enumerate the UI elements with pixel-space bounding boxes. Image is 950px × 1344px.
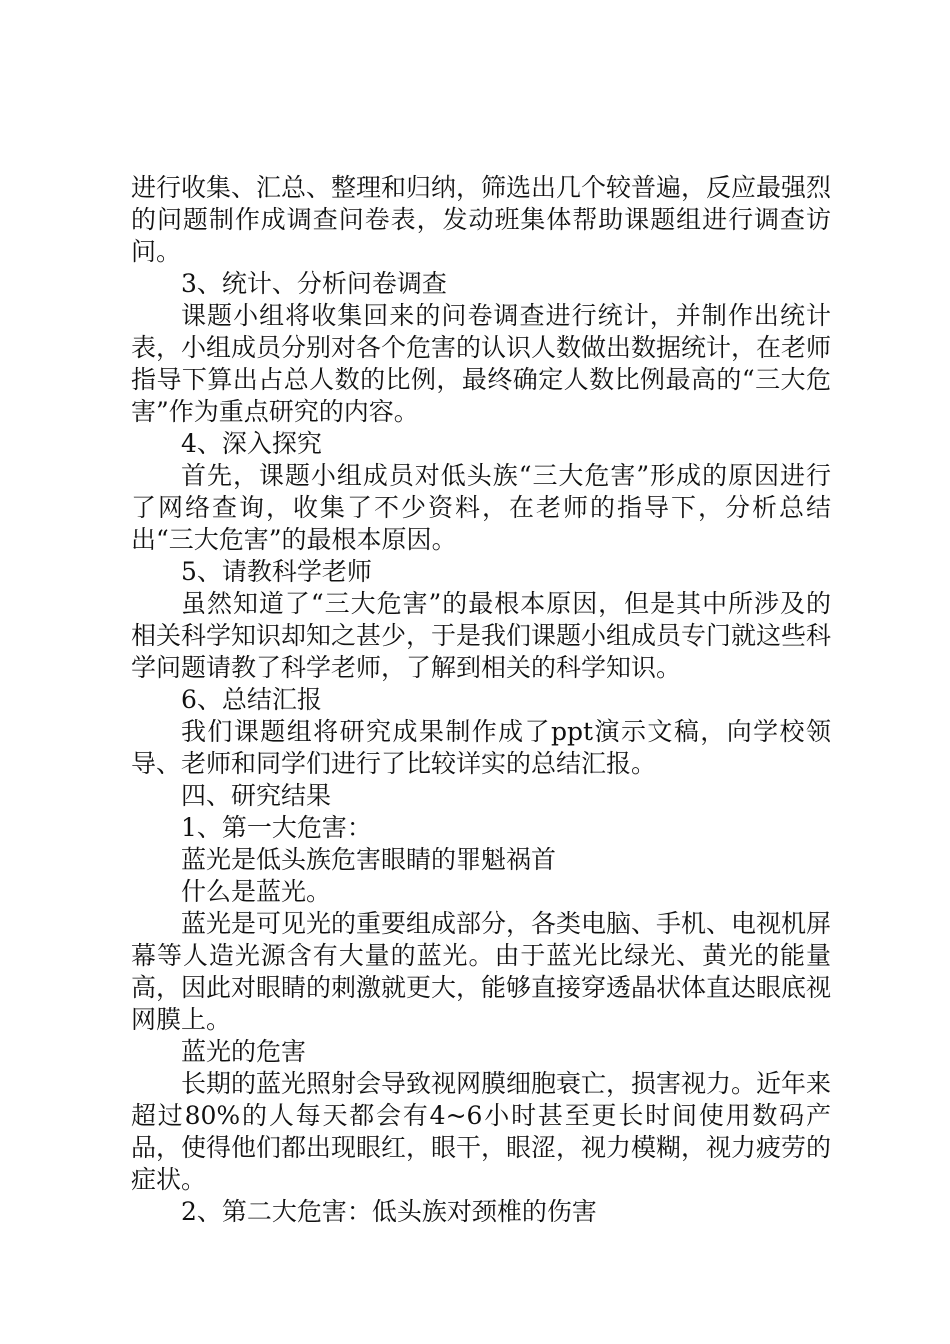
paragraph: 蓝光是可见光的重要组成部分，各类电脑、手机、电视机屏幕等人造光源含有大量的蓝光。由于蓝光比绿光、黄光的能量高，因此对眼睛的刺激就更大，能够直接穿透晶状体直达眼底视网膜上。 [131,909,832,1034]
subheading-blue-light-hazard: 蓝光的危害 [181,1037,307,1066]
document-body [131,172,831,1228]
paragraph: 我们课题组将研究成果制作成了ppt演示文稿，向学校领导、老师和同学们进行了比较详实的总结汇报。 [131,717,831,778]
subheading-what-is-blue-light: 什么是蓝光。 [181,877,332,906]
subheading-first-hazard: 1、第一大危害： [181,813,372,842]
subheading-second-hazard: 2、第二大危害：低头族对颈椎的伤害 [181,1197,597,1226]
paragraph: 首先，课题小组成员对低头族“三大危害”形成的原因进行了网络查询，收集了不少资料，在老师的指导下，分析总结出“三大危害”的最根本原因。 [131,461,831,554]
section-heading-statistics: 3、统计、分析问卷调查 [181,269,447,298]
section-heading-results: 四、研究结果 [181,781,332,810]
paragraph: 进行收集、汇总、整理和归纳，筛选出几个较普遍，反应最强烈的问题制作成调查问卷表，发动班集体帮助课题组进行调查访问。 [131,173,832,266]
paragraph: 虽然知道了“三大危害”的最根本原因，但是其中所涉及的相关科学知识却知之甚少，于是我们课题小组成员专门就这些科学问题请教了科学老师，了解到相关的科学知识。 [131,589,832,682]
section-heading-summary-report: 6、总结汇报 [181,685,322,714]
section-heading-research: 4、深入探究 [181,429,322,458]
section-heading-consult-teacher: 5、请教科学老师 [181,557,372,586]
paragraph: 课题小组将收集回来的问卷调查进行统计，并制作出统计表，小组成员分别对各个危害的认识人数做出数据统计，在老师指导下算出占总人数的比例，最终确定人数比例最高的“三大危害”作为重点研究的内容。 [131,301,832,426]
subheading-blue-light: 蓝光是低头族危害眼睛的罪魁祸首 [181,845,557,874]
paragraph: 长期的蓝光照射会导致视网膜细胞衰亡，损害视力。近年来超过80%的人每天都会有4~6小时甚至更长时间使用数码产品，使得他们都出现眼红，眼干，眼涩，视力模糊，视力疲劳的症状。 [131,1069,832,1194]
